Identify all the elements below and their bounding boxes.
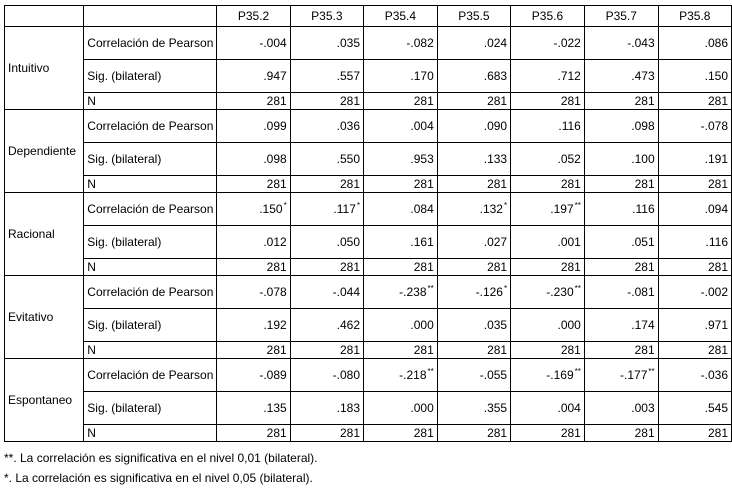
statistic-label: N bbox=[84, 425, 217, 442]
cell-n: 281 bbox=[584, 342, 658, 359]
cell-corr bbox=[584, 193, 658, 226]
cell-sig: .027 bbox=[437, 226, 510, 259]
statistic-label: Sig. (bilateral) bbox=[84, 309, 217, 342]
cell-n: 281 bbox=[511, 425, 585, 442]
cell-corr bbox=[658, 193, 731, 226]
table-row bbox=[5, 359, 732, 392]
cell-sig: .170 bbox=[364, 60, 438, 93]
cell-corr bbox=[437, 193, 510, 226]
correlation-value: -.089 bbox=[259, 368, 287, 382]
cell-sig: .557 bbox=[290, 60, 363, 93]
cell-sig: .052 bbox=[511, 143, 585, 176]
correlation-value: -.002 bbox=[700, 285, 728, 299]
cell-sig: .712 bbox=[511, 60, 585, 93]
cell-corr bbox=[658, 27, 731, 60]
correlation-value: -.036 bbox=[700, 368, 728, 382]
cell-sig: .161 bbox=[364, 226, 438, 259]
table-row bbox=[5, 193, 732, 226]
cell-corr bbox=[364, 276, 438, 309]
variable-label: Evitativo bbox=[5, 276, 84, 359]
correlation-value: -.126 bbox=[475, 285, 503, 299]
table-row bbox=[5, 342, 732, 359]
statistic-label: Sig. (bilateral) bbox=[84, 143, 217, 176]
cell-n: 281 bbox=[437, 176, 510, 193]
cell-corr bbox=[290, 110, 363, 143]
table-row bbox=[5, 392, 732, 425]
correlation-value: .116 bbox=[558, 119, 581, 133]
cell-sig: .004 bbox=[511, 392, 585, 425]
cell-n: 281 bbox=[584, 259, 658, 276]
statistic-label: N bbox=[84, 342, 217, 359]
cell-sig: .000 bbox=[364, 309, 438, 342]
cell-n: 281 bbox=[217, 342, 290, 359]
cell-n: 281 bbox=[364, 93, 438, 110]
header-row bbox=[5, 6, 732, 27]
significance-marker: * bbox=[503, 201, 508, 210]
cell-n: 281 bbox=[658, 259, 731, 276]
cell-corr bbox=[511, 193, 585, 226]
variable-label: Intuitivo bbox=[5, 27, 84, 110]
cell-n: 281 bbox=[511, 342, 585, 359]
correlation-value: -.218 bbox=[399, 368, 427, 382]
correlation-value: -.055 bbox=[479, 368, 508, 382]
cell-n: 281 bbox=[217, 259, 290, 276]
cell-n: 281 bbox=[658, 176, 731, 193]
cell-n: 281 bbox=[437, 259, 510, 276]
correlation-value: .035 bbox=[336, 36, 360, 50]
cell-sig: .192 bbox=[217, 309, 290, 342]
cell-n: 281 bbox=[658, 425, 731, 442]
cell-corr bbox=[658, 110, 731, 143]
cell-n: 281 bbox=[584, 176, 658, 193]
correlation-value: .117 bbox=[333, 202, 356, 216]
cell-n: 281 bbox=[290, 425, 363, 442]
correlation-value: .150 bbox=[259, 202, 283, 216]
cell-n: 281 bbox=[290, 93, 363, 110]
variable-label: Espontaneo bbox=[5, 359, 84, 442]
statistic-label: Sig. (bilateral) bbox=[84, 60, 217, 93]
cell-corr bbox=[217, 359, 290, 392]
cell-sig: .098 bbox=[217, 143, 290, 176]
statistic-label: Correlación de Pearson bbox=[84, 193, 217, 226]
cell-n: 281 bbox=[584, 93, 658, 110]
header-blank bbox=[84, 6, 217, 27]
cell-corr bbox=[290, 276, 363, 309]
statistic-label: Correlación de Pearson bbox=[84, 276, 217, 309]
cell-sig: .545 bbox=[658, 392, 731, 425]
correlation-value: .004 bbox=[263, 36, 287, 50]
statistic-label: N bbox=[84, 259, 217, 276]
cell-corr bbox=[658, 276, 731, 309]
cell-corr bbox=[511, 110, 585, 143]
cell-sig: .000 bbox=[511, 309, 585, 342]
cell-n: 281 bbox=[217, 93, 290, 110]
cell-corr bbox=[364, 359, 438, 392]
cell-sig: .191 bbox=[658, 143, 731, 176]
cell-sig: .003 bbox=[584, 392, 658, 425]
correlation-value: .086 bbox=[704, 36, 728, 50]
cell-n: 281 bbox=[290, 176, 363, 193]
statistic-label: Correlación de Pearson bbox=[84, 359, 217, 392]
correlation-value: .024 bbox=[483, 36, 508, 50]
cell-sig: .135 bbox=[217, 392, 290, 425]
cell-sig: .971 bbox=[658, 309, 731, 342]
cell-corr bbox=[511, 27, 585, 60]
cell-corr bbox=[290, 27, 363, 60]
cell-sig: .183 bbox=[290, 392, 363, 425]
column-header: P35.2 bbox=[217, 6, 290, 27]
correlation-value: -.081 bbox=[627, 285, 655, 299]
cell-corr bbox=[217, 276, 290, 309]
cell-n: 281 bbox=[364, 342, 438, 359]
cell-sig: .947 bbox=[217, 60, 290, 93]
cell-corr bbox=[217, 110, 290, 143]
column-header: P35.3 bbox=[290, 6, 363, 27]
correlation-value: .090 bbox=[483, 119, 508, 133]
value-sign: - bbox=[259, 36, 264, 50]
table-row bbox=[5, 93, 732, 110]
correlation-value: -.080 bbox=[332, 368, 360, 382]
cell-sig: .174 bbox=[584, 309, 658, 342]
table-row bbox=[5, 143, 732, 176]
cell-n: 281 bbox=[511, 176, 585, 193]
correlation-value: -.169 bbox=[546, 368, 574, 382]
cell-corr bbox=[217, 27, 290, 60]
significance-marker: * bbox=[356, 201, 360, 210]
correlation-value: .084 bbox=[410, 202, 434, 216]
cell-sig: .051 bbox=[584, 226, 658, 259]
cell-n: 281 bbox=[364, 176, 438, 193]
cell-n: 281 bbox=[437, 425, 510, 442]
cell-n: 281 bbox=[658, 93, 731, 110]
table-row bbox=[5, 60, 732, 93]
cell-corr bbox=[584, 359, 658, 392]
variable-label: Racional bbox=[5, 193, 84, 276]
statistic-label: N bbox=[84, 93, 217, 110]
cell-n: 281 bbox=[217, 176, 290, 193]
significance-marker: ** bbox=[574, 367, 581, 376]
table-row bbox=[5, 276, 732, 309]
significance-marker: ** bbox=[427, 367, 434, 376]
correlation-value: .036 bbox=[336, 119, 360, 133]
table-row bbox=[5, 425, 732, 442]
cell-sig: .001 bbox=[511, 226, 585, 259]
cell-sig: .550 bbox=[290, 143, 363, 176]
cell-corr bbox=[511, 276, 585, 309]
cell-sig: .035 bbox=[437, 309, 510, 342]
correlation-value: -.022 bbox=[553, 36, 581, 50]
cell-sig: .462 bbox=[290, 309, 363, 342]
cell-corr bbox=[364, 27, 438, 60]
cell-n: 281 bbox=[437, 93, 510, 110]
significance-marker: ** bbox=[574, 284, 581, 293]
statistic-label: Sig. (bilateral) bbox=[84, 226, 217, 259]
correlation-value: -.230 bbox=[546, 285, 574, 299]
cell-n: 281 bbox=[584, 425, 658, 442]
cell-sig: .473 bbox=[584, 60, 658, 93]
cell-n: 281 bbox=[290, 259, 363, 276]
cell-corr bbox=[364, 110, 438, 143]
cell-corr bbox=[437, 27, 510, 60]
cell-sig: .100 bbox=[584, 143, 658, 176]
column-header: P35.4 bbox=[364, 6, 438, 27]
cell-corr bbox=[584, 276, 658, 309]
header-blank bbox=[5, 6, 84, 27]
significance-marker: ** bbox=[574, 201, 581, 210]
correlation-value: -.078 bbox=[700, 119, 728, 133]
cell-sig: .683 bbox=[437, 60, 510, 93]
correlation-value: -.238 bbox=[399, 285, 427, 299]
cell-corr bbox=[437, 276, 510, 309]
cell-corr bbox=[217, 193, 290, 226]
statistic-label: N bbox=[84, 176, 217, 193]
correlation-table bbox=[4, 5, 732, 442]
table-row bbox=[5, 110, 732, 143]
cell-sig: .355 bbox=[437, 392, 510, 425]
cell-n: 281 bbox=[364, 259, 438, 276]
table-row bbox=[5, 176, 732, 193]
cell-corr bbox=[658, 359, 731, 392]
column-header: P35.7 bbox=[584, 6, 658, 27]
cell-sig: .953 bbox=[364, 143, 438, 176]
table-row bbox=[5, 259, 732, 276]
variable-label: Dependiente bbox=[5, 110, 84, 193]
cell-corr bbox=[584, 27, 658, 60]
significance-marker: ** bbox=[427, 284, 434, 293]
cell-sig: .000 bbox=[364, 392, 438, 425]
cell-corr bbox=[290, 193, 363, 226]
table-row bbox=[5, 226, 732, 259]
cell-sig: .050 bbox=[290, 226, 363, 259]
correlation-value: -.082 bbox=[406, 36, 434, 50]
significance-marker: ** bbox=[648, 367, 655, 376]
correlation-value: -.044 bbox=[332, 285, 360, 299]
table-row bbox=[5, 27, 732, 60]
column-header: P35.5 bbox=[437, 6, 510, 27]
correlation-value: .094 bbox=[704, 202, 728, 216]
statistic-label: Correlación de Pearson bbox=[84, 27, 217, 60]
cell-n: 281 bbox=[511, 93, 585, 110]
cell-sig: .150 bbox=[658, 60, 731, 93]
cell-n: 281 bbox=[437, 342, 510, 359]
cell-n: 281 bbox=[217, 425, 290, 442]
cell-corr bbox=[437, 110, 510, 143]
correlation-value: .197 bbox=[550, 202, 574, 216]
significance-marker: * bbox=[283, 201, 287, 210]
cell-n: 281 bbox=[658, 342, 731, 359]
cell-n: 281 bbox=[290, 342, 363, 359]
footnote-005: *. La correlación es significativa en el nivel 0,05 (bilateral). bbox=[4, 471, 313, 485]
column-header: P35.6 bbox=[511, 6, 585, 27]
cell-corr bbox=[364, 193, 438, 226]
cell-sig: .133 bbox=[437, 143, 510, 176]
cell-sig: .116 bbox=[658, 226, 731, 259]
correlation-value: -.078 bbox=[259, 285, 287, 299]
cell-corr bbox=[584, 110, 658, 143]
cell-n: 281 bbox=[364, 425, 438, 442]
correlation-value: .099 bbox=[263, 119, 287, 133]
cell-sig: .012 bbox=[217, 226, 290, 259]
statistic-label: Correlación de Pearson bbox=[84, 110, 217, 143]
table-row bbox=[5, 309, 732, 342]
cell-corr bbox=[437, 359, 510, 392]
footnote-001: **. La correlación es significativa en el nivel 0,01 (bilateral). bbox=[4, 451, 318, 465]
correlation-value: .098 bbox=[631, 119, 655, 133]
correlation-value: .132 bbox=[479, 202, 503, 216]
statistic-label: Sig. (bilateral) bbox=[84, 392, 217, 425]
correlation-value: -.177 bbox=[620, 368, 648, 382]
correlation-value: .116 bbox=[632, 202, 655, 216]
correlation-value: -.043 bbox=[627, 36, 655, 50]
column-header: P35.8 bbox=[658, 6, 731, 27]
significance-marker: * bbox=[503, 284, 508, 293]
cell-corr bbox=[511, 359, 585, 392]
cell-n: 281 bbox=[511, 259, 585, 276]
cell-corr bbox=[290, 359, 363, 392]
correlation-value: .004 bbox=[410, 119, 434, 133]
